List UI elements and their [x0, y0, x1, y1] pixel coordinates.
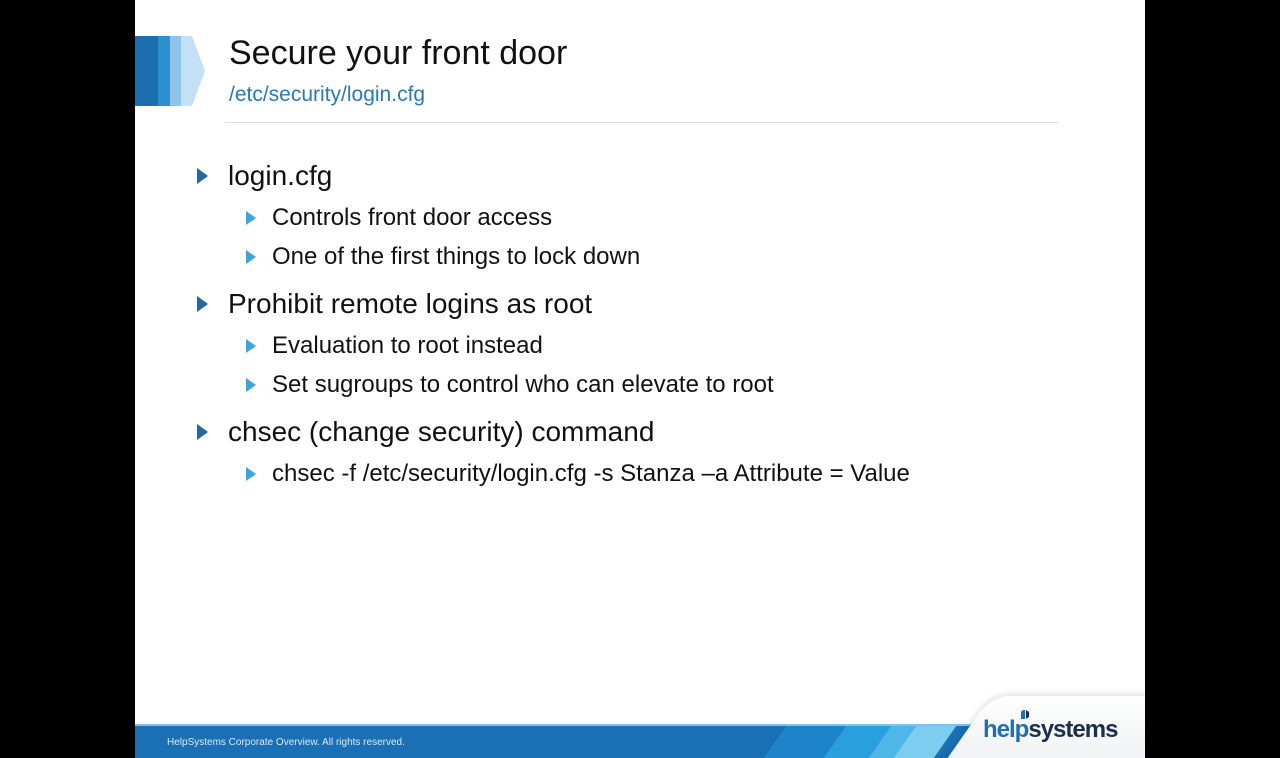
bullet-triangle-icon: [197, 424, 208, 440]
bullet-text: chsec (change security) command: [228, 416, 655, 447]
slide-title: Secure your front door: [229, 34, 568, 72]
sub-bullet-text: chsec -f /etc/security/login.cfg -s Stanza –a Attribute = Value: [272, 460, 910, 487]
bullet-text: Prohibit remote logins as root: [228, 288, 593, 319]
slide-subtitle: /etc/security/login.cfg: [229, 83, 426, 106]
sub-bullet-item: [272, 460, 910, 488]
sub-bullet-text: One of the first things to lock down: [272, 243, 641, 270]
sub-bullet-text: Controls front door access: [272, 204, 553, 231]
bullet-item: [228, 160, 332, 192]
bullet-triangle-icon: [246, 467, 256, 481]
sub-bullet-item: [272, 243, 640, 271]
footer-copyright: HelpSystems Corporate Overview. All rights reserved.: [167, 737, 405, 748]
bullet-triangle-icon: [246, 339, 256, 353]
bullet-triangle-icon: [246, 378, 256, 392]
bullet-triangle-icon: [197, 168, 208, 184]
title-accent-bars-icon: [135, 36, 207, 106]
slide: [135, 0, 1145, 758]
sub-bullet-text: Evaluation to root instead: [272, 332, 543, 359]
sub-bullet-item: [272, 371, 774, 399]
bullet-item: [228, 288, 592, 320]
bullet-triangle-icon: [197, 296, 208, 312]
sub-bullet-item: [272, 332, 543, 360]
bullet-item: [228, 416, 654, 448]
bullet-triangle-icon: [246, 211, 256, 225]
bullet-text: login.cfg: [228, 160, 333, 191]
sub-bullet-item: [272, 204, 552, 232]
header-divider: [225, 122, 1058, 123]
helpsystems-logo: helpsystems: [983, 716, 1118, 743]
sub-bullet-text: Set sugroups to control who can elevate to root: [272, 371, 774, 398]
bullet-triangle-icon: [246, 250, 256, 264]
